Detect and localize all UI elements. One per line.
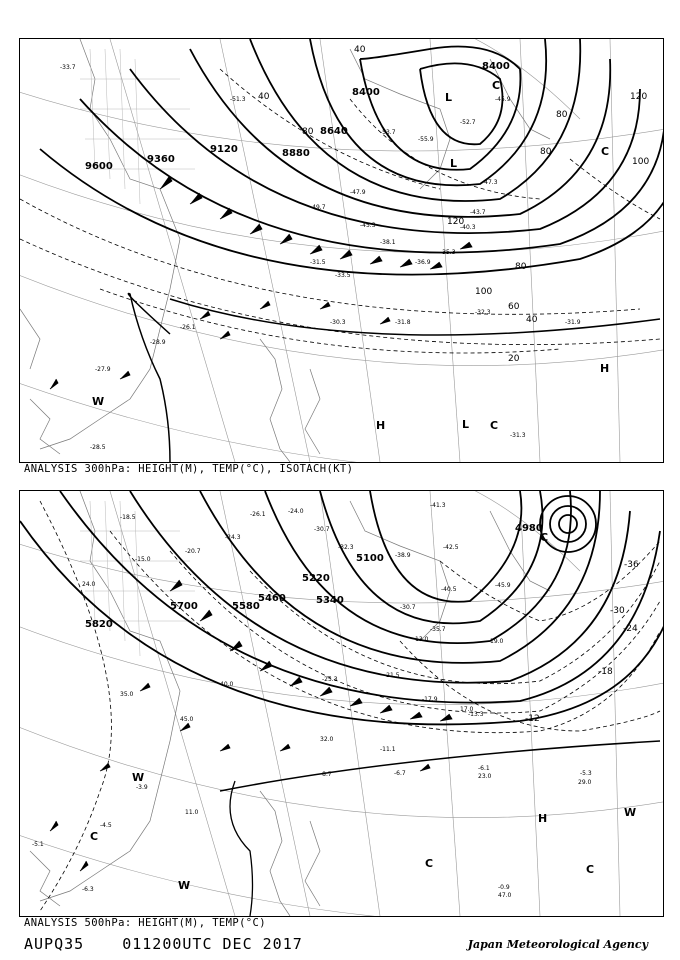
station-value: -51.3 bbox=[230, 96, 246, 103]
map-panel-500hpa bbox=[19, 490, 664, 917]
station-value: 45.0 bbox=[180, 716, 194, 723]
height-label: 5340 bbox=[316, 595, 344, 606]
station-value: -28.5 bbox=[90, 444, 106, 451]
station-value: -21.5 bbox=[384, 672, 400, 679]
pressure-center-marker: L bbox=[445, 91, 453, 104]
isotach-label: 80 bbox=[556, 110, 568, 120]
station-value: -26.1 bbox=[180, 324, 196, 331]
station-value: -0.9 bbox=[498, 884, 510, 891]
pressure-center-marker: H bbox=[376, 419, 386, 432]
jet-hatch bbox=[80, 49, 195, 204]
station-value: -8.7 bbox=[320, 771, 332, 778]
station-value: -6.1 bbox=[478, 765, 490, 772]
station-value: -38.1 bbox=[380, 239, 396, 246]
temperature-labels bbox=[525, 560, 639, 724]
station-value: 13.0 bbox=[415, 636, 429, 643]
isotach-label: 80 bbox=[515, 262, 527, 272]
station-value: 17.0 bbox=[460, 706, 474, 713]
station-value: -31.5 bbox=[310, 259, 326, 266]
height-labels bbox=[85, 61, 510, 172]
pressure-center-marker: C bbox=[601, 145, 610, 158]
station-value: 29.0 bbox=[578, 779, 592, 786]
pressure-centers bbox=[90, 531, 636, 892]
pressure-center-marker: W bbox=[624, 806, 637, 819]
height-label: 8880 bbox=[282, 148, 310, 159]
station-value: -35.7 bbox=[430, 626, 446, 633]
station-value: -17.9 bbox=[422, 696, 438, 703]
isotach-label: 120 bbox=[630, 92, 648, 102]
station-value: -33.5 bbox=[335, 272, 351, 279]
isotach-label: 20 bbox=[508, 354, 520, 364]
jet-axis-line bbox=[128, 294, 170, 463]
station-value: -4.5 bbox=[100, 822, 112, 829]
graticule bbox=[20, 39, 663, 462]
station-value: -32.3 bbox=[338, 544, 354, 551]
station-value: -35.3 bbox=[440, 249, 456, 256]
station-value: -38.9 bbox=[395, 552, 411, 559]
height-label: 5580 bbox=[232, 601, 260, 612]
station-value: -45.3 bbox=[360, 222, 376, 229]
isotach-label: 100 bbox=[475, 287, 493, 297]
station-value: -55.9 bbox=[418, 136, 434, 143]
height-label: 8400 bbox=[482, 61, 510, 72]
height-label: 5220 bbox=[302, 573, 330, 584]
station-value: -52.7 bbox=[460, 119, 476, 126]
station-value: -42.5 bbox=[443, 544, 459, 551]
station-value: -13.3 bbox=[468, 711, 484, 718]
station-value: -6.3 bbox=[82, 886, 94, 893]
isotach-label: 100 bbox=[632, 157, 650, 167]
height-label: 5460 bbox=[258, 593, 286, 604]
station-value: -15.0 bbox=[135, 556, 151, 563]
station-value: -20.7 bbox=[185, 548, 201, 555]
height-contours bbox=[40, 39, 663, 275]
station-value: -33.7 bbox=[60, 64, 76, 71]
height-labels bbox=[85, 523, 543, 630]
pressure-center-marker: L bbox=[462, 418, 470, 431]
station-value: -31.9 bbox=[565, 319, 581, 326]
pressure-center-marker: C bbox=[425, 857, 434, 870]
isotach-label: 60 bbox=[508, 302, 520, 312]
station-value: -6.7 bbox=[394, 770, 406, 777]
hatched-area bbox=[80, 501, 195, 656]
pressure-center-marker: W bbox=[132, 771, 145, 784]
coastlines bbox=[30, 491, 550, 916]
pressure-center-marker: C bbox=[490, 419, 499, 432]
chart-code: AUPQ35 bbox=[24, 935, 85, 953]
pressure-center-marker: C bbox=[492, 79, 501, 92]
height-label: 5700 bbox=[170, 601, 198, 612]
station-value: -24.0 bbox=[288, 508, 304, 515]
height-label: 9600 bbox=[85, 161, 113, 172]
isotach-label: 40 bbox=[258, 92, 270, 102]
station-value: -36.9 bbox=[415, 259, 431, 266]
map-500hpa-svg bbox=[20, 491, 663, 916]
station-value: 35.0 bbox=[120, 691, 134, 698]
pressure-center-marker: C bbox=[586, 863, 595, 876]
isotach-label: 80 bbox=[302, 127, 314, 137]
wind-barbs bbox=[50, 176, 472, 389]
station-value: 32.0 bbox=[320, 736, 334, 743]
jet-axis-line-east bbox=[170, 299, 660, 335]
isotach-label: 40 bbox=[354, 45, 366, 55]
pressure-center-marker: H bbox=[600, 362, 610, 375]
station-value: -31.3 bbox=[510, 432, 526, 439]
station-values bbox=[60, 64, 581, 451]
chart-datetime: 011200UTC DEC 2017 bbox=[122, 935, 303, 953]
temperature-label: -24 bbox=[623, 624, 638, 634]
station-value: -25.3 bbox=[322, 676, 338, 683]
height-label: 5820 bbox=[85, 619, 113, 630]
graticule bbox=[20, 491, 663, 916]
pressure-center-marker: C bbox=[540, 531, 549, 544]
height-label: 5100 bbox=[356, 553, 384, 564]
isotach-label: 80 bbox=[540, 147, 552, 157]
station-value: -30.7 bbox=[314, 526, 330, 533]
station-value: -53.7 bbox=[380, 129, 396, 136]
station-value: -18.5 bbox=[120, 514, 136, 521]
map-panel-300hpa bbox=[19, 38, 664, 463]
station-value: -26.1 bbox=[250, 511, 266, 518]
temperature-label: -30 bbox=[610, 606, 625, 616]
pressure-center-marker: W bbox=[178, 879, 191, 892]
station-value: -47.3 bbox=[482, 179, 498, 186]
pressure-center-marker: C bbox=[90, 830, 99, 843]
station-value: -24.3 bbox=[225, 534, 241, 541]
station-value: -49.7 bbox=[310, 204, 326, 211]
station-value: -28.9 bbox=[150, 339, 166, 346]
station-value: 11.0 bbox=[185, 809, 199, 816]
height-label: 9120 bbox=[210, 144, 238, 155]
isotherm-thick-west bbox=[230, 781, 253, 916]
station-value: -41.3 bbox=[430, 502, 446, 509]
station-value: 24.0 bbox=[82, 581, 96, 588]
height-label: 8400 bbox=[352, 87, 380, 98]
station-values bbox=[32, 502, 595, 899]
station-value: -27.9 bbox=[95, 366, 111, 373]
temperature-label: -36 bbox=[624, 560, 639, 570]
height-label: 4980 bbox=[515, 523, 543, 534]
station-value: 40.0 bbox=[220, 681, 234, 688]
station-value: -5.3 bbox=[580, 770, 592, 777]
station-value: -5.1 bbox=[32, 841, 44, 848]
station-value: -43.7 bbox=[470, 209, 486, 216]
pressure-center-marker: L bbox=[450, 157, 458, 170]
station-value: 47.0 bbox=[498, 892, 512, 899]
station-value: -11.1 bbox=[380, 746, 396, 753]
temperature-label: -18 bbox=[598, 667, 613, 677]
station-value: -45.9 bbox=[495, 96, 511, 103]
height-contours bbox=[20, 491, 663, 724]
station-value: 19.0 bbox=[490, 638, 504, 645]
station-value: -31.8 bbox=[395, 319, 411, 326]
station-value: -32.3 bbox=[475, 309, 491, 316]
caption-500hpa: ANALYSIS 500hPa: HEIGHT(M), TEMP(°C) bbox=[24, 917, 266, 929]
height-label: 8640 bbox=[320, 126, 348, 137]
height-label: 9360 bbox=[147, 154, 175, 165]
map-300hpa-svg bbox=[20, 39, 663, 462]
station-value: -3.9 bbox=[136, 784, 148, 791]
agency-name: Japan Meteorological Agency bbox=[467, 938, 648, 951]
pressure-center-marker: H bbox=[538, 812, 548, 825]
station-value: -47.9 bbox=[350, 189, 366, 196]
isotach-label: 40 bbox=[526, 315, 538, 325]
pressure-center-marker: W bbox=[92, 395, 105, 408]
station-value: 23.0 bbox=[478, 773, 492, 780]
station-value: -40.5 bbox=[441, 586, 457, 593]
station-value: -30.3 bbox=[330, 319, 346, 326]
station-value: -30.7 bbox=[400, 604, 416, 611]
caption-300hpa: ANALYSIS 300hPa: HEIGHT(M), TEMP(°C), ISOTACH(KT) bbox=[24, 463, 354, 475]
station-value: -45.9 bbox=[495, 582, 511, 589]
isotach-label: 120 bbox=[447, 217, 465, 227]
temperature-label: -12 bbox=[525, 714, 540, 724]
chart-identifier bbox=[24, 935, 331, 953]
station-value: -40.3 bbox=[460, 224, 476, 231]
